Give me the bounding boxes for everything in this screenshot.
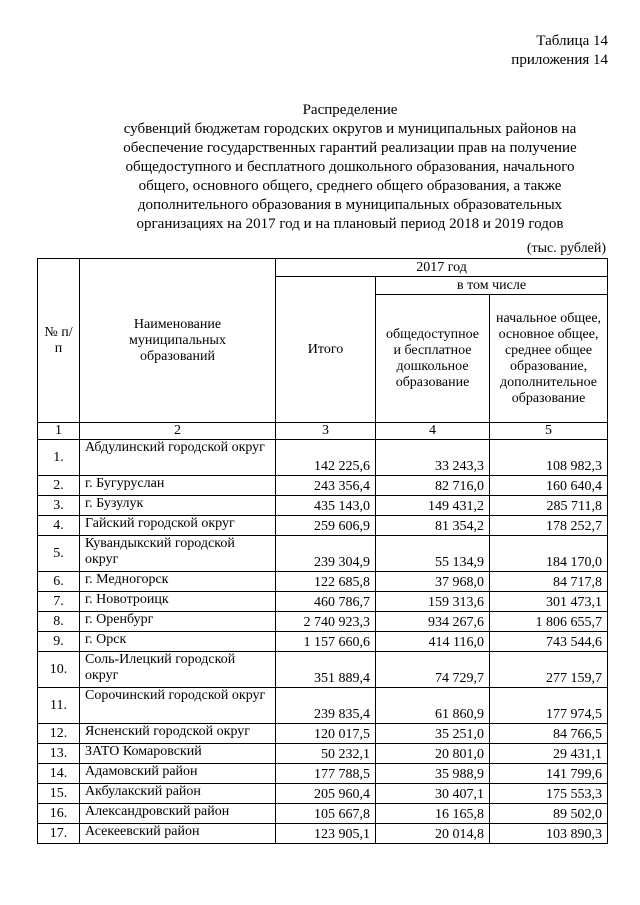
preschool-value: 414 116,0 [376, 632, 490, 652]
municipality-name: Асекеевский район [80, 824, 276, 844]
preschool-value: 159 313,6 [376, 592, 490, 612]
municipality-name: Гайский городской округ [80, 516, 276, 536]
total-value: 259 606,9 [276, 516, 376, 536]
municipality-name: г. Орск [80, 632, 276, 652]
municipality-name: Абдулинский городской округ [80, 440, 276, 476]
table-body [38, 423, 608, 844]
municipality-name: Акбулакский район [80, 784, 276, 804]
table-number: Таблица 14 [536, 33, 608, 49]
row-number: 7. [38, 592, 80, 612]
row-number: 11. [38, 688, 80, 724]
municipality-name: г. Бузулук [80, 496, 276, 516]
total-value: 243 356,4 [276, 476, 376, 496]
col-header-num: № п/п [38, 259, 80, 423]
general-value: 108 982,3 [490, 440, 608, 476]
preschool-value: 16 165,8 [376, 804, 490, 824]
table-row [38, 536, 608, 572]
preschool-value: 35 251,0 [376, 724, 490, 744]
preschool-value: 934 267,6 [376, 612, 490, 632]
preschool-value: 20 801,0 [376, 744, 490, 764]
row-number: 16. [38, 804, 80, 824]
column-index-row [38, 423, 608, 440]
municipality-name: Александровский район [80, 804, 276, 824]
preschool-value: 61 860,9 [376, 688, 490, 724]
col-header-incl: в том числе [376, 277, 608, 295]
row-number: 14. [38, 764, 80, 784]
municipality-name: ЗАТО Комаровский [80, 744, 276, 764]
municipality-name: Кувандыкский городской округ [80, 536, 276, 572]
table-row [38, 804, 608, 824]
general-value: 175 553,3 [490, 784, 608, 804]
preschool-value: 30 407,1 [376, 784, 490, 804]
title-line: общего, основного общего, среднего общего образования, а также [138, 178, 562, 194]
row-number: 15. [38, 784, 80, 804]
table-row [38, 824, 608, 844]
municipality-name: г. Новотроицк [80, 592, 276, 612]
general-value: 141 799,6 [490, 764, 608, 784]
index-cell: 3 [276, 423, 376, 440]
municipality-name: Адамовский район [80, 764, 276, 784]
total-value: 122 685,8 [276, 572, 376, 592]
row-number: 1. [38, 440, 80, 476]
row-number: 2. [38, 476, 80, 496]
preschool-value: 74 729,7 [376, 652, 490, 688]
preschool-value: 81 354,2 [376, 516, 490, 536]
col-header-year: 2017 год [276, 259, 608, 277]
row-number: 17. [38, 824, 80, 844]
general-value: 177 974,5 [490, 688, 608, 724]
document-title [100, 101, 600, 234]
title-line: дополнительного образования в муниципальных образовательных [137, 197, 563, 213]
preschool-value: 20 014,8 [376, 824, 490, 844]
preschool-value: 82 716,0 [376, 476, 490, 496]
row-number: 10. [38, 652, 80, 688]
municipality-name: Соль-Илецкий городской округ [80, 652, 276, 688]
municipality-name: г. Бугуруслан [80, 476, 276, 496]
index-cell: 4 [376, 423, 490, 440]
table-row [38, 612, 608, 632]
total-value: 239 835,4 [276, 688, 376, 724]
total-value: 50 232,1 [276, 744, 376, 764]
municipality-name: г. Медногорск [80, 572, 276, 592]
general-value: 1 806 655,7 [490, 612, 608, 632]
municipality-name: Сорочинский городской округ [80, 688, 276, 724]
table-row [38, 440, 608, 476]
title-line: субвенций бюджетам городских округов и муниципальных районов на [123, 121, 577, 137]
title-line: общедоступного и бесплатного дошкольного образования, начального [125, 159, 575, 175]
appendix-number: приложения 14 [511, 52, 608, 68]
table-row [38, 496, 608, 516]
row-number: 13. [38, 744, 80, 764]
index-cell: 2 [80, 423, 276, 440]
preschool-value: 33 243,3 [376, 440, 490, 476]
row-number: 3. [38, 496, 80, 516]
title-line: Распределение [302, 102, 398, 118]
total-value: 177 788,5 [276, 764, 376, 784]
general-value: 84 717,8 [490, 572, 608, 592]
municipality-name: г. Оренбург [80, 612, 276, 632]
preschool-value: 37 968,0 [376, 572, 490, 592]
index-cell: 1 [38, 423, 80, 440]
general-value: 277 159,7 [490, 652, 608, 688]
total-value: 460 786,7 [276, 592, 376, 612]
row-number: 4. [38, 516, 80, 536]
table-row [38, 476, 608, 496]
total-value: 142 225,6 [276, 440, 376, 476]
table-row [38, 652, 608, 688]
table-row [38, 572, 608, 592]
general-value: 301 473,1 [490, 592, 608, 612]
row-number: 8. [38, 612, 80, 632]
total-value: 239 304,9 [276, 536, 376, 572]
table-row [38, 592, 608, 612]
subvention-table [37, 258, 608, 844]
total-value: 1 157 660,6 [276, 632, 376, 652]
general-value: 160 640,4 [490, 476, 608, 496]
total-value: 351 889,4 [276, 652, 376, 688]
general-value: 84 766,5 [490, 724, 608, 744]
col-header-total: Итого [276, 277, 376, 423]
preschool-value: 55 134,9 [376, 536, 490, 572]
col-header-general: начальное общее, основное общее, среднее общее образование, дополнительное образование [490, 295, 608, 423]
table-row [38, 764, 608, 784]
general-value: 89 502,0 [490, 804, 608, 824]
row-number: 5. [38, 536, 80, 572]
total-value: 2 740 923,3 [276, 612, 376, 632]
total-value: 120 017,5 [276, 724, 376, 744]
row-number: 6. [38, 572, 80, 592]
col-header-name: Наименование муниципальных образований [80, 259, 276, 423]
total-value: 435 143,0 [276, 496, 376, 516]
table-row [38, 688, 608, 724]
table-row [38, 632, 608, 652]
table-row [38, 784, 608, 804]
general-value: 184 170,0 [490, 536, 608, 572]
general-value: 29 431,1 [490, 744, 608, 764]
table-row [38, 516, 608, 536]
general-value: 285 711,8 [490, 496, 608, 516]
general-value: 178 252,7 [490, 516, 608, 536]
total-value: 205 960,4 [276, 784, 376, 804]
total-value: 123 905,1 [276, 824, 376, 844]
row-number: 9. [38, 632, 80, 652]
total-value: 105 667,8 [276, 804, 376, 824]
appendix-reference [511, 32, 608, 70]
table-row [38, 744, 608, 764]
general-value: 103 890,3 [490, 824, 608, 844]
index-cell: 5 [490, 423, 608, 440]
municipality-name: Ясненский городской округ [80, 724, 276, 744]
col-header-preschool: общедоступное и бесплатное дошкольное образование [376, 295, 490, 423]
preschool-value: 35 988,9 [376, 764, 490, 784]
title-line: обеспечение государственных гарантий реализации прав на получение [123, 140, 577, 156]
preschool-value: 149 431,2 [376, 496, 490, 516]
general-value: 743 544,6 [490, 632, 608, 652]
units-label: (тыс. рублей) [526, 241, 606, 256]
table-row [38, 724, 608, 744]
title-line: организациях на 2017 год и на плановый период 2018 и 2019 годов [136, 216, 564, 232]
row-number: 12. [38, 724, 80, 744]
